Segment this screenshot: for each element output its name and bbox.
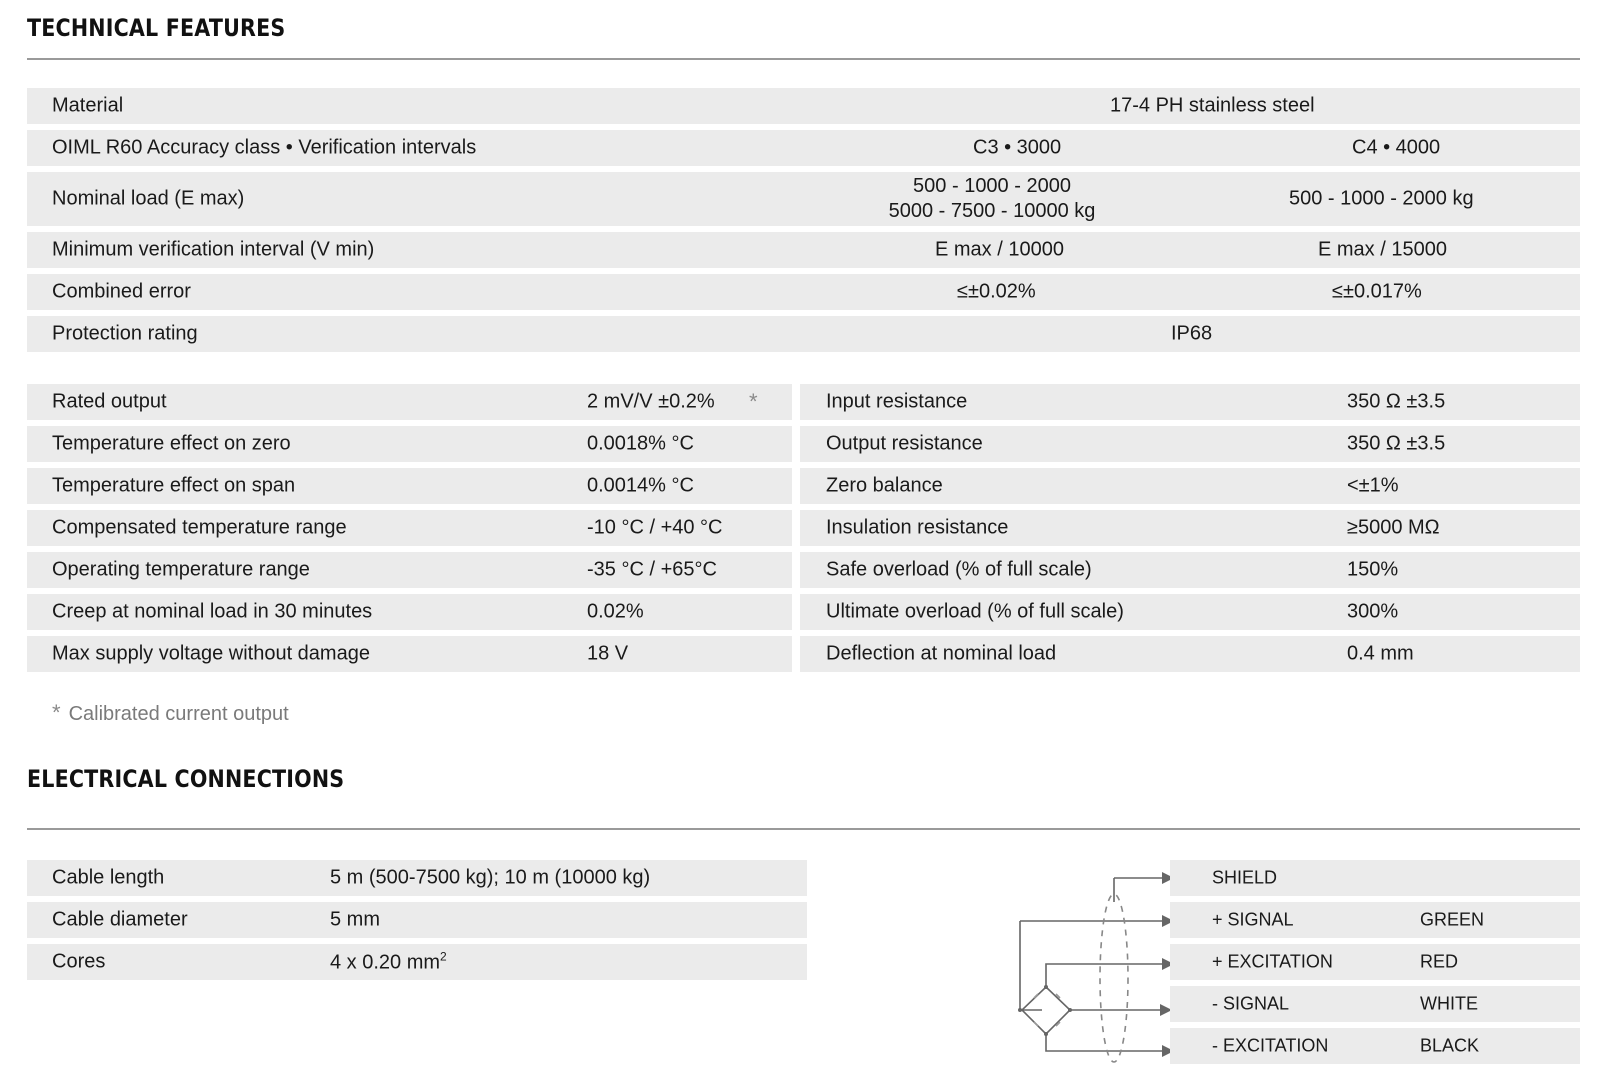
spec-row-right (800, 594, 1580, 630)
spec-row-right (800, 636, 1580, 672)
spec-value: 300% (1347, 600, 1399, 623)
spec-row-vmin (27, 232, 1580, 268)
spec-value: 0.4 mm (1347, 642, 1414, 665)
spec-value: 18 V (587, 642, 629, 665)
spec-value: <±1% (1347, 474, 1399, 497)
wire-row (1170, 986, 1580, 1022)
section-divider (27, 58, 1580, 60)
spec-label: Rated output (52, 390, 167, 413)
cable-label: Cores (52, 950, 106, 973)
asterisk-icon: * (52, 700, 61, 725)
spec-label: Temperature effect on zero (52, 432, 291, 455)
spec-label: Nominal load (E max) (52, 187, 245, 210)
spec-row-left (27, 384, 792, 420)
spec-value: 0.02% (587, 600, 644, 623)
cable-value-text: 4 x 0.20 mm (330, 951, 441, 974)
spec-row-combined-error (27, 274, 1580, 310)
spec-value: IP68 (1171, 322, 1213, 345)
spec-row-right (800, 384, 1580, 420)
wire-name: - EXCITATION (1212, 1035, 1329, 1056)
spec-row-accuracy (27, 130, 1580, 166)
spec-value: 350 Ω ±3.5 (1347, 390, 1446, 413)
footnote (52, 700, 289, 726)
spec-label: Zero balance (826, 474, 943, 497)
spec-row-left (27, 636, 792, 672)
spec-value: 0.0014% °C (587, 474, 694, 497)
superscript: 2 (440, 949, 447, 964)
cable-row (27, 860, 807, 896)
wire-row (1170, 944, 1580, 980)
section-divider (27, 828, 1580, 830)
spec-value: -10 °C / +40 °C (587, 516, 723, 539)
spec-row-material (27, 88, 1580, 124)
spec-label: Ultimate overload (% of full scale) (826, 600, 1124, 623)
spec-value: 150% (1347, 558, 1399, 581)
section-title-technical: TECHNICAL FEATURES (27, 14, 286, 42)
wire-color: GREEN (1420, 909, 1485, 930)
spec-value-c4: 500 - 1000 - 2000 kg (1289, 187, 1474, 210)
spec-value: 0.0018% °C (587, 432, 694, 455)
section-title-electrical: ELECTRICAL CONNECTIONS (27, 765, 345, 793)
spec-label: Output resistance (826, 432, 983, 455)
wire-row (1170, 1028, 1580, 1064)
spec-value-c3: E max / 10000 (935, 238, 1064, 261)
spec-value-line: 5000 - 7500 - 10000 kg (888, 200, 1096, 222)
spec-value: 17-4 PH stainless steel (1110, 94, 1315, 117)
wire-row (1170, 902, 1580, 938)
spec-label: OIML R60 Accuracy class • Verification intervals (52, 136, 477, 159)
spec-label: Safe overload (% of full scale) (826, 558, 1092, 581)
wire-name: SHIELD (1212, 867, 1278, 888)
cable-row (27, 902, 807, 938)
spec-value: 350 Ω ±3.5 (1347, 432, 1446, 455)
spec-label: Max supply voltage without damage (52, 642, 370, 665)
spec-label: Temperature effect on span (52, 474, 296, 497)
spec-label: Material (52, 94, 124, 117)
wire-row-shield (1170, 860, 1580, 896)
spec-label: Combined error (52, 280, 191, 303)
wiring-diagram (1010, 848, 1170, 1068)
spec-row-right (800, 468, 1580, 504)
spec-row-left (27, 468, 792, 504)
asterisk-mark: * (749, 389, 758, 414)
wire-name: + EXCITATION (1212, 951, 1333, 972)
spec-value-c4: C4 • 4000 (1352, 136, 1441, 159)
wire-name: - SIGNAL (1212, 993, 1290, 1014)
spec-value-c3 (887, 174, 1097, 224)
spec-row-right (800, 510, 1580, 546)
spec-label: Insulation resistance (826, 516, 1009, 539)
spec-row-right (800, 552, 1580, 588)
wire-color: RED (1420, 951, 1459, 972)
cable-label: Cable length (52, 866, 165, 889)
spec-value: 2 mV/V ±0.2% (587, 390, 715, 413)
spec-value-c4: E max / 15000 (1318, 238, 1447, 261)
spec-row-nominal-load (27, 172, 1580, 226)
spec-value-c4: ≤±0.017% (1332, 280, 1422, 303)
spec-label: Operating temperature range (52, 558, 310, 581)
spec-value-c3: ≤±0.02% (957, 280, 1036, 303)
spec-label: Minimum verification interval (V min) (52, 238, 375, 261)
spec-label: Creep at nominal load in 30 minutes (52, 600, 373, 623)
spec-row-left (27, 426, 792, 462)
cable-label: Cable diameter (52, 908, 188, 931)
spec-row-protection (27, 316, 1580, 352)
spec-row-left (27, 510, 792, 546)
spec-label: Protection rating (52, 322, 198, 345)
spec-value: -35 °C / +65°C (587, 558, 717, 581)
cable-value (330, 950, 447, 975)
wire-color: WHITE (1420, 993, 1478, 1014)
spec-label: Input resistance (826, 390, 968, 413)
spec-row-right (800, 426, 1580, 462)
spec-label: Deflection at nominal load (826, 642, 1057, 665)
cable-value: 5 mm (330, 908, 380, 931)
spec-label: Compensated temperature range (52, 516, 347, 539)
footnote-text: Calibrated current output (68, 703, 289, 725)
spec-row-left (27, 594, 792, 630)
spec-value: ≥5000 MΩ (1347, 516, 1440, 539)
spec-value-line: 500 - 1000 - 2000 (913, 175, 1071, 197)
spec-row-left (27, 552, 792, 588)
spec-value-c3: C3 • 3000 (973, 136, 1062, 159)
cable-row (27, 944, 807, 980)
wire-color: BLACK (1420, 1035, 1480, 1056)
wire-name: + SIGNAL (1212, 909, 1294, 930)
cable-value: 5 m (500-7500 kg); 10 m (10000 kg) (330, 866, 651, 889)
